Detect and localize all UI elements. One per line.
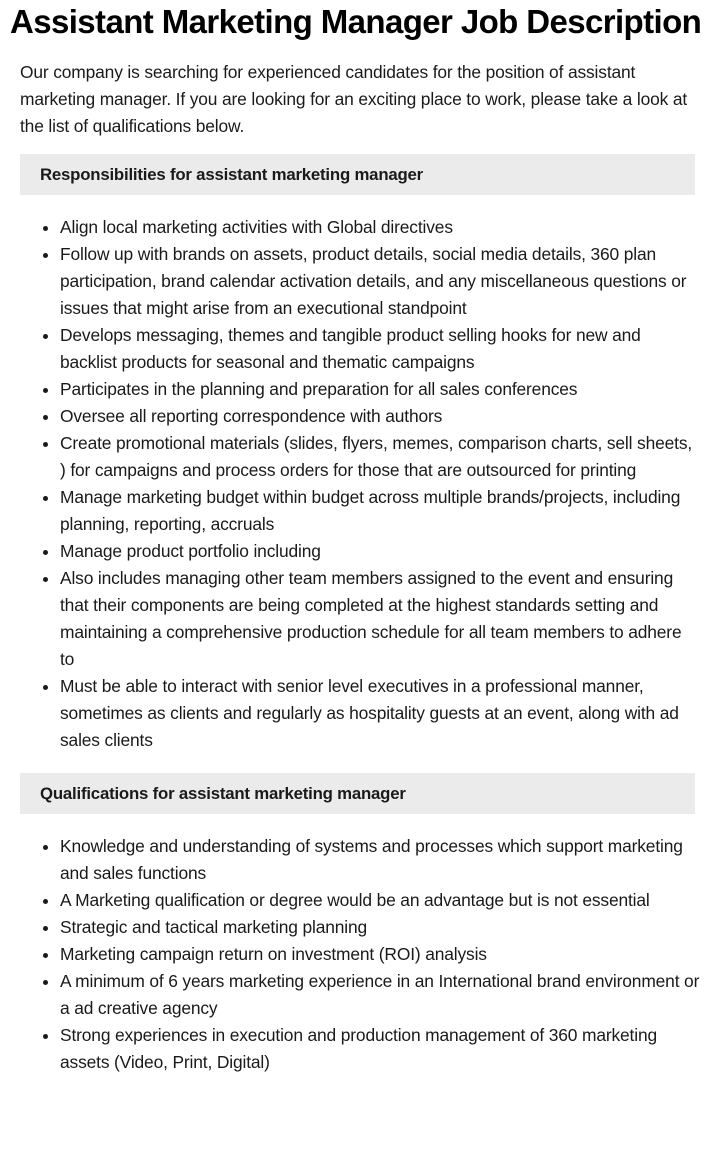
list-item-text: Strong experiences in execution and production management of 360 marketing assets (Video, Print, Digital) (60, 1025, 657, 1072)
list-item-text: A Marketing qualification or degree would be an advantage but is not essential (60, 890, 650, 910)
list-item (60, 376, 700, 403)
bullet-icon (43, 226, 48, 231)
list-item-text: Also includes managing other team members assigned to the event and ensuring that their components are being completed at the highest standards setting and maintaining a comprehensive production schedule for all team members to adhere to (60, 568, 682, 669)
list-item-text: A minimum of 6 years marketing experience in an International brand environment or a ad creative agency (60, 971, 700, 1018)
list-item-text: Knowledge and understanding of systems and processes which support marketing and sales functions (60, 836, 683, 883)
list-item-text: Manage marketing budget within budget across multiple brands/projects, including planning, reporting, accruals (60, 487, 681, 534)
list-item-text: Follow up with brands on assets, product details, social media details, 360 plan participation, brand calendar activation details, and any miscellaneous questions or issues that might arise from an executional standpoint (60, 244, 687, 318)
list-item (60, 403, 700, 430)
list-item (60, 538, 700, 565)
list-item (60, 1022, 700, 1076)
responsibilities-heading: Responsibilities for assistant marketing manager (20, 154, 695, 195)
list-item (60, 833, 700, 887)
list-item (60, 914, 700, 941)
list-item (60, 941, 700, 968)
responsibilities-list (0, 214, 700, 754)
list-item-text: Create promotional materials (slides, flyers, memes, comparison charts, sell sheets, ) for campaigns and process orders for those that are outsourced for printing (60, 433, 693, 480)
bullet-icon (43, 334, 48, 339)
bullet-icon (43, 845, 48, 850)
list-item-text: Develops messaging, themes and tangible product selling hooks for new and backlist products for seasonal and thematic campaigns (60, 325, 641, 372)
list-item-text: Must be able to interact with senior level executives in a professional manner, sometimes as clients and regularly as hospitality guests at an event, along with ad sales clients (60, 676, 679, 750)
list-item (60, 430, 700, 484)
list-item-text: Oversee all reporting correspondence with authors (60, 406, 443, 426)
list-item (60, 241, 700, 322)
qualifications-list (0, 833, 700, 1076)
page-title: Assistant Marketing Manager Job Description (10, 3, 702, 40)
list-item (60, 673, 700, 754)
bullet-icon (43, 550, 48, 555)
list-item (60, 214, 700, 241)
bullet-icon (43, 1034, 48, 1039)
list-item-text: Manage product portfolio including (60, 541, 321, 561)
list-item (60, 968, 700, 1022)
bullet-icon (43, 496, 48, 501)
list-item-text: Align local marketing activities with Global directives (60, 217, 453, 237)
list-item-text: Strategic and tactical marketing planning (60, 917, 368, 937)
bullet-icon (43, 253, 48, 258)
list-item (60, 565, 700, 673)
intro-paragraph: Our company is searching for experienced candidates for the position of assistant marketing manager. If you are looking for an exciting place to work, please take a look at the list of qualifications below. (20, 62, 688, 136)
bullet-icon (43, 980, 48, 985)
qualifications-heading: Qualifications for assistant marketing manager (20, 773, 695, 814)
bullet-icon (43, 442, 48, 447)
bullet-icon (43, 926, 48, 931)
list-item (60, 887, 700, 914)
list-item-text: Marketing campaign return on investment (ROI) analysis (60, 944, 487, 964)
bullet-icon (43, 577, 48, 582)
list-item (60, 322, 700, 376)
bullet-icon (43, 899, 48, 904)
bullet-icon (43, 415, 48, 420)
bullet-icon (43, 953, 48, 958)
list-item-text: Participates in the planning and preparation for all sales conferences (60, 379, 578, 399)
list-item (60, 484, 700, 538)
bullet-icon (43, 388, 48, 393)
bullet-icon (43, 685, 48, 690)
